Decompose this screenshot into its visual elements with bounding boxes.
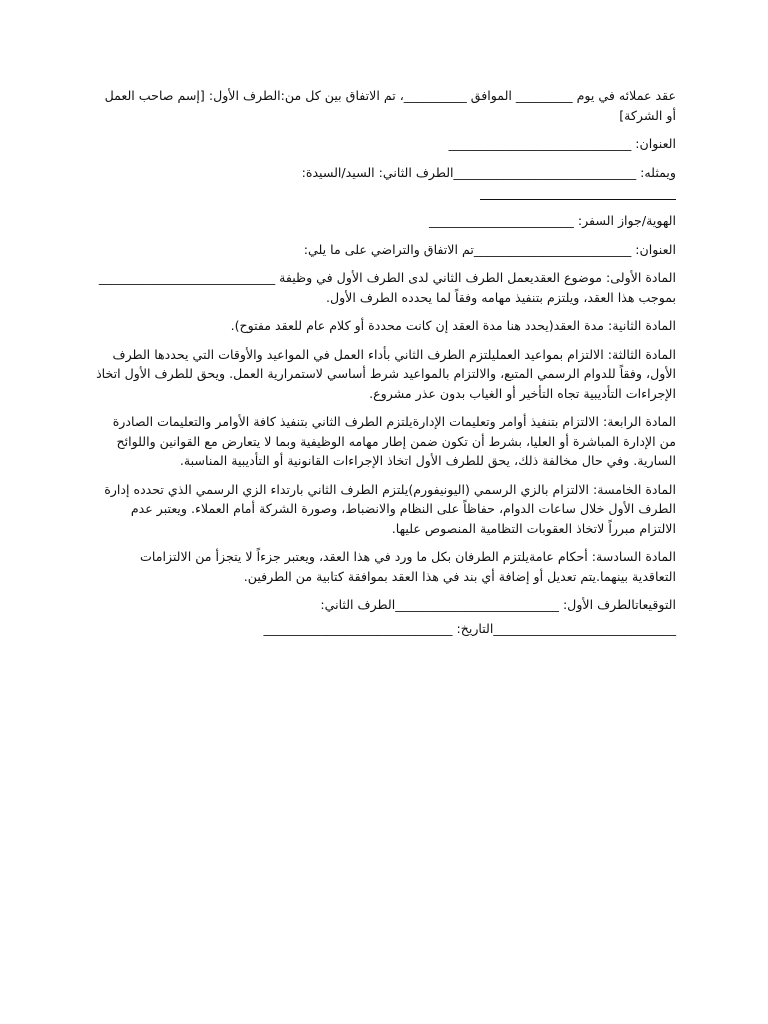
blank-line [480,188,676,200]
article-one: المادة الأولى: موضوع العقديعمل الطرف الثاني لدى الطرف الأول في وظيفة ____________________________ بموجب هذا العقد، ويلتزم بتنفيذ مهامه وفقاً لما يحدده الطرف الأول. [98,270,676,305]
first-party-representative: ويمثله: _____________________________الطرف الثاني: السيد/السيدة: [301,164,676,180]
date-line: _____________________________التاريخ: ______________________________ [263,620,676,636]
second-party-id: الهوية/جواز السفر: _______________________ [429,213,676,228]
article-three: المادة الثالثة: الالتزام بمواعيد العمليلتزم الطرف الثاني بأداء العمل في المواعيد والأوقات التي يحددها الطرف الأول، وفقاً للدوام الرسمي المتبع، والالتزام بالمواعيد شرط أساسي لاستمرارية العمل. ويحق للطرف الأول اتخاذ الإجراءات التأديبية تجاه التأخير أو الغياب بدون عذر مشروع. [96,346,676,401]
article-two: المادة الثانية: مدة العقد(يحدد هنا مدة العقد إن كانت محددة أو كلام عام للعقد مفتوح). [230,318,676,333]
second-party-address: العنوان: _________________________تم الاتفاق والتراضي على ما يلي: [303,241,676,257]
article-five: المادة الخامسة: الالتزام بالزي الرسمي (اليونيفورم)يلتزم الطرف الثاني بارتداء الزي الرسمي الذي تحدده إدارة الطرف الأول خلال ساعات الدوام، حفاظاً على النظام والانضباط، وصورة الشركة أمام العملاء. ويعتبر عدم الالتزام مبرراً لاتخاذ العقوبات التظامية المنصوص عليها. [104,481,676,536]
article-four: المادة الرابعة: الالتزام بتنفيذ أوامر وتعليمات الإدارةيلتزم الطرف الثاني بتنفيذ كافة الأوامر والتعليمات الصادرة من الإدارة المباشرة أو العليا، بشرط أن تكون ضمن إطار مهامه الوظيفية وبما لا يتعارض مع القوانين واللوائح السارية. وفي حال مخالفة ذلك، يحق للطرف الأول اتخاذ الإجراءات القانونية أو التأديبية المناسبة. [112,414,676,468]
article-six: المادة السادسة: أحكام عامةيلتزم الطرفان بكل ما ورد في هذا العقد، ويعتبر جزءاً لا يتجزأ من الالتزامات التعاقدية بينهما.يتم تعديل أو إضافة أي بند في هذا العقد بموافقة كتابية من الطرفين. [140,549,676,584]
signatures-line: التوقيعاتالطرف الأول: __________________________الطرف الثاني: [320,597,676,612]
second-party-name-line [96,186,676,202]
contract-intro: عقد عملائه في يوم _________ الموافق __________، تم الاتفاق بين كل من:الطرف الأول: [إسم صاحب العمل أو الشركة] [104,88,676,123]
first-party-address: العنوان: _____________________________ [448,136,676,151]
contract-body [96,86,676,647]
